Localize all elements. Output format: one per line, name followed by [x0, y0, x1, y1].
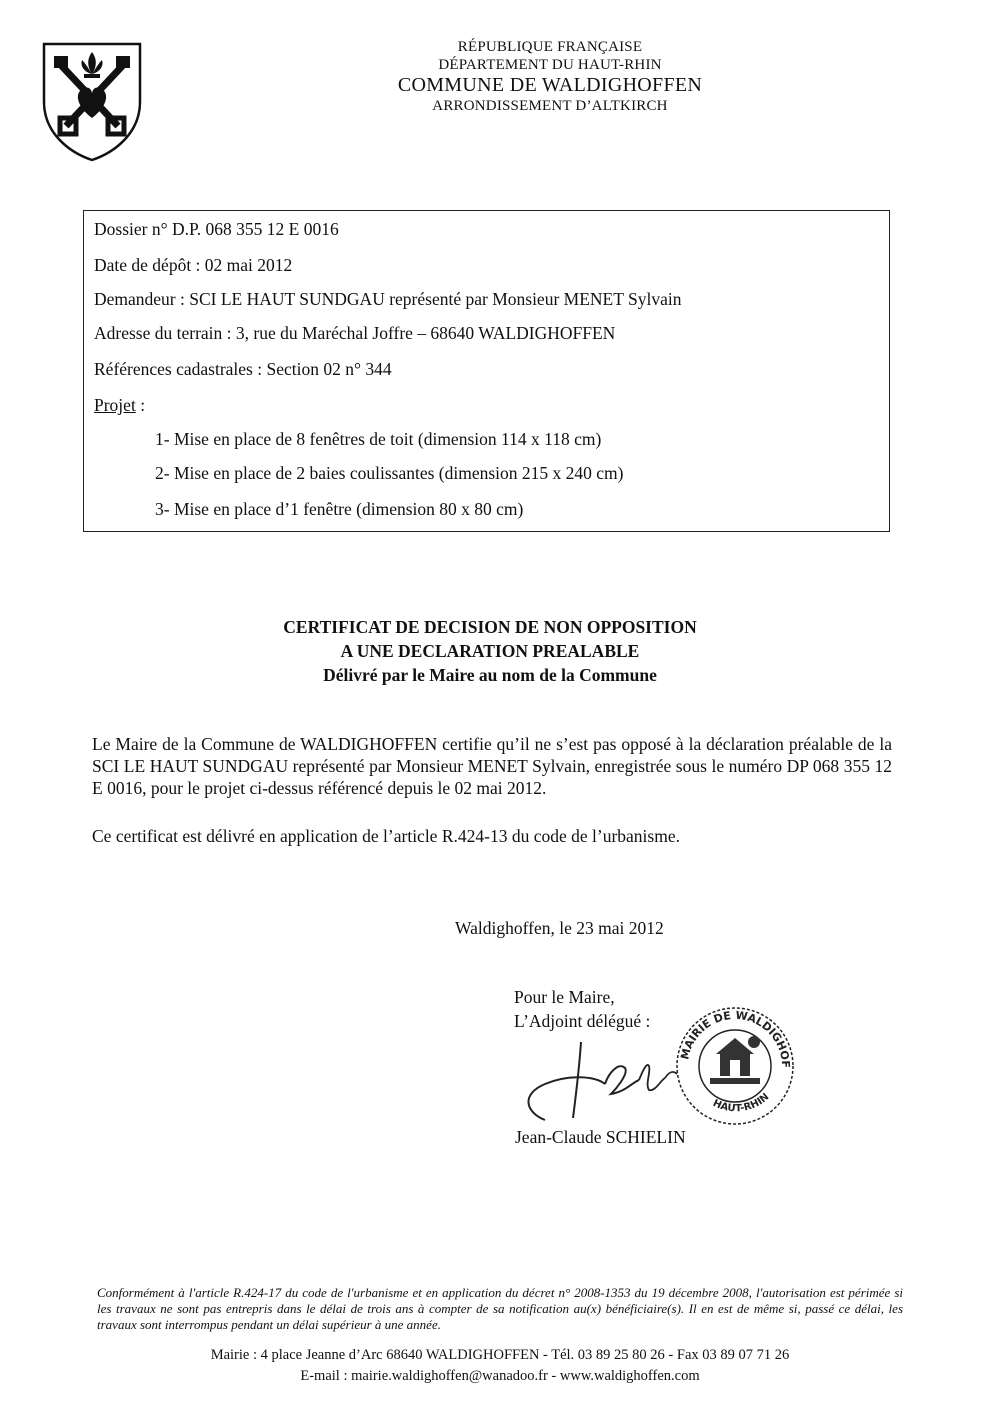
- republic-line: RÉPUBLIQUE FRANÇAISE: [457, 39, 643, 55]
- certificate-issuer: Délivré par le Maire au nom de la Commune: [323, 665, 657, 685]
- legal-basis: Ce certificat est délivré en application de l’article R.424-13 du code de l’urbanisme.: [92, 826, 680, 846]
- certificate-subtitle: A UNE DECLARATION PREALABLE: [340, 641, 640, 661]
- coat-of-arms-icon: [40, 40, 144, 164]
- project-item: 2- Mise en place de 2 baies coulissantes (dimension 215 x 240 cm): [155, 463, 624, 483]
- project-heading: [94, 395, 145, 415]
- svg-text:HAUT-RHIN: [711, 1091, 771, 1114]
- place-date: Waldighoffen, le 23 mai 2012: [455, 918, 664, 938]
- deputy-title: L’Adjoint délégué :: [514, 1011, 651, 1031]
- legal-notice: Conformément à l'article R.424-17 du code de l'urbanisme et en application du décret n° 2008-1353 du 19 décembre 2008, l'autorisation est périmée si les travaux ne sont pas entrepris dans le délai de trois ans à compter de sa notification au(x) bénéficiaire(s). Il en est de même si, passé ce délai, les travaux sont interrompus pendant un délai supérieur à une année.: [97, 1285, 903, 1332]
- for-mayor: Pour le Maire,: [514, 987, 615, 1007]
- signatory-name: Jean-Claude SCHIELIN: [515, 1127, 686, 1147]
- land-address: Adresse du terrain : 3, rue du Maréchal Joffre – 68640 WALDIGHOFFEN: [94, 323, 616, 343]
- stamp-text-top: MAIRIE DE WALDIGHOF: [678, 1008, 793, 1069]
- cadastral-references: Références cadastrales : Section 02 n° 344: [94, 359, 392, 379]
- arrondissement-line: ARRONDISSEMENT D’ALTKIRCH: [432, 98, 668, 114]
- mairie-address: Mairie : 4 place Jeanne d’Arc 68640 WALDIGHOFFEN - Tél. 03 89 25 80 26 - Fax 03 89 07 71 26: [210, 1347, 790, 1363]
- commune-line: COMMUNE DE WALDIGHOFFEN: [397, 74, 703, 96]
- letterhead: [300, 38, 800, 115]
- mairie-contact: E-mail : mairie.waldighoffen@wanadoo.fr - www.waldighoffen.com: [300, 1368, 700, 1384]
- official-stamp: [670, 1000, 800, 1130]
- certificate-body: Le Maire de la Commune de WALDIGHOFFEN certifie qu’il ne s’est pas opposé à la déclaration préalable de la SCI LE HAUT SUNDGAU représenté par Monsieur MENET Sylvain, enregistrée sous le numéro DP 068 355 12 E 0016, pour le projet ci-dessus référencé depuis le 02 mai 2012.: [92, 734, 892, 798]
- deposit-date: Date de dépôt : 02 mai 2012: [94, 255, 293, 275]
- dossier-box: [83, 210, 890, 532]
- handwritten-signature: [515, 1032, 685, 1124]
- department-line: DÉPARTEMENT DU HAUT-RHIN: [438, 57, 662, 73]
- stamp-text-bottom: HAUT-RHIN: [710, 1091, 772, 1115]
- project-item: 1- Mise en place de 8 fenêtres de toit (dimension 114 x 118 cm): [155, 429, 602, 449]
- project-item: 3- Mise en place d’1 fenêtre (dimension 80 x 80 cm): [155, 499, 524, 519]
- certificate-title: CERTIFICAT DE DECISION DE NON OPPOSITION: [283, 617, 697, 637]
- dossier-number: Dossier n° D.P. 068 355 12 E 0016: [94, 219, 339, 239]
- project-label: Projet: [94, 395, 136, 415]
- project-colon: :: [135, 395, 146, 415]
- applicant: Demandeur : SCI LE HAUT SUNDGAU représenté par Monsieur MENET Sylvain: [94, 289, 682, 309]
